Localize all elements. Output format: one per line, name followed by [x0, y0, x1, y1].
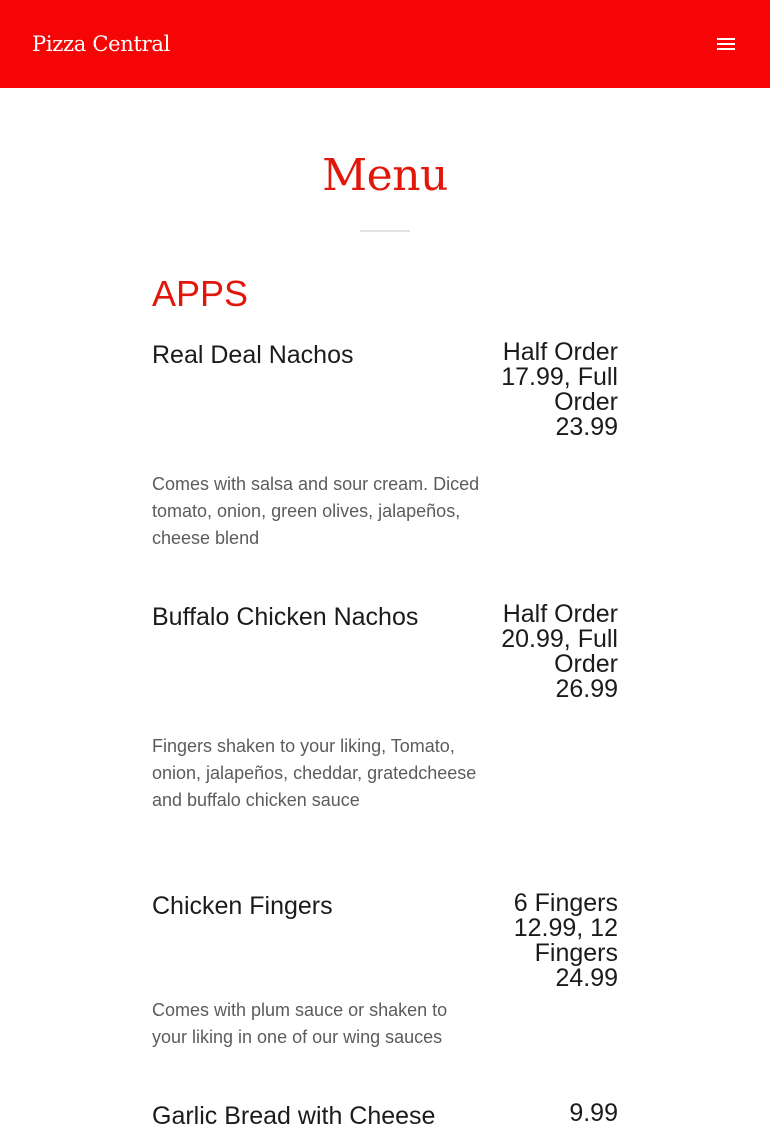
menu-item-description: Comes with salsa and sour cream. Diced tomato, onion, green olives, jalapeños, cheese blend: [152, 474, 480, 548]
menu-item-price: Half Order 17.99, Full Order 23.99: [501, 338, 618, 441]
menu-item-description: Comes with plum sauce or shaken to your liking in one of our wing sauces: [152, 1000, 448, 1047]
menu-item-name: Real Deal Nachos: [152, 341, 354, 369]
menu-item-price: Half Order 20.99, Full Order 26.99: [501, 600, 618, 703]
menu-item-price: 6 Fingers 12.99, 12 Fingers 24.99: [513, 889, 618, 992]
site-logo-text[interactable]: Pizza Central: [32, 32, 171, 56]
hamburger-menu-icon[interactable]: [708, 26, 744, 62]
menu-item-description: Fingers shaken to your liking, Tomato, onion, jalapeños, cheddar, gratedcheese and buffalo chicken sauce: [152, 736, 477, 810]
site-header: [0, 0, 770, 88]
title-divider: [360, 230, 410, 232]
menu-item-name: Garlic Bread with Cheese: [152, 1102, 436, 1125]
section-heading-apps: APPS: [152, 273, 249, 314]
menu-bar: [717, 43, 735, 45]
menu-bar: [717, 48, 735, 50]
menu-item-price: 9.99: [569, 1099, 618, 1125]
menu-item-name: Chicken Fingers: [152, 892, 333, 920]
menu-bar: [717, 38, 735, 40]
page-title: Menu: [322, 150, 448, 201]
menu-item-name: Buffalo Chicken Nachos: [152, 603, 419, 631]
